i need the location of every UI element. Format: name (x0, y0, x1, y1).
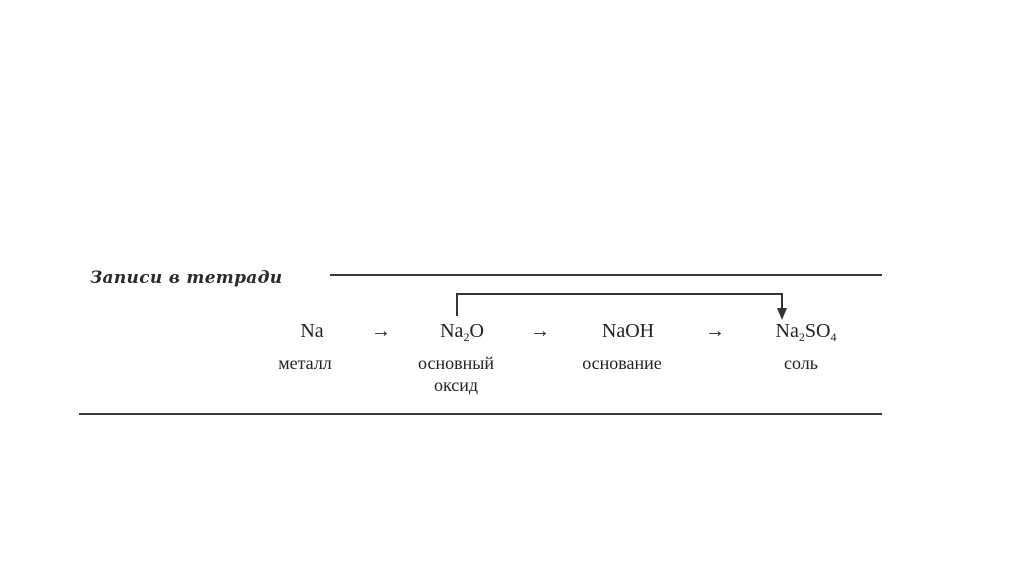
formula-na2so4: $Na_2SO_4$ (775, 320, 837, 344)
caption-base: основание (582, 353, 662, 373)
bottom-rule (79, 413, 882, 415)
bracket-line (457, 294, 782, 316)
caption-metal: металл (278, 353, 332, 373)
reaction-arrow-1: → (371, 320, 391, 342)
caption-basic-oxide: основный оксид (418, 353, 494, 395)
reaction-arrow-2: → (530, 320, 550, 342)
formula-naoh: NaOH (601, 320, 655, 342)
formula-na: Na (300, 320, 324, 342)
caption-salt: соль (784, 353, 818, 373)
reaction-arrow-3: → (705, 320, 725, 342)
formula-na2o: $Na_2O$ (440, 320, 484, 344)
bracket-arrowhead (777, 308, 787, 320)
section-heading: Записи в тетради (90, 268, 283, 288)
